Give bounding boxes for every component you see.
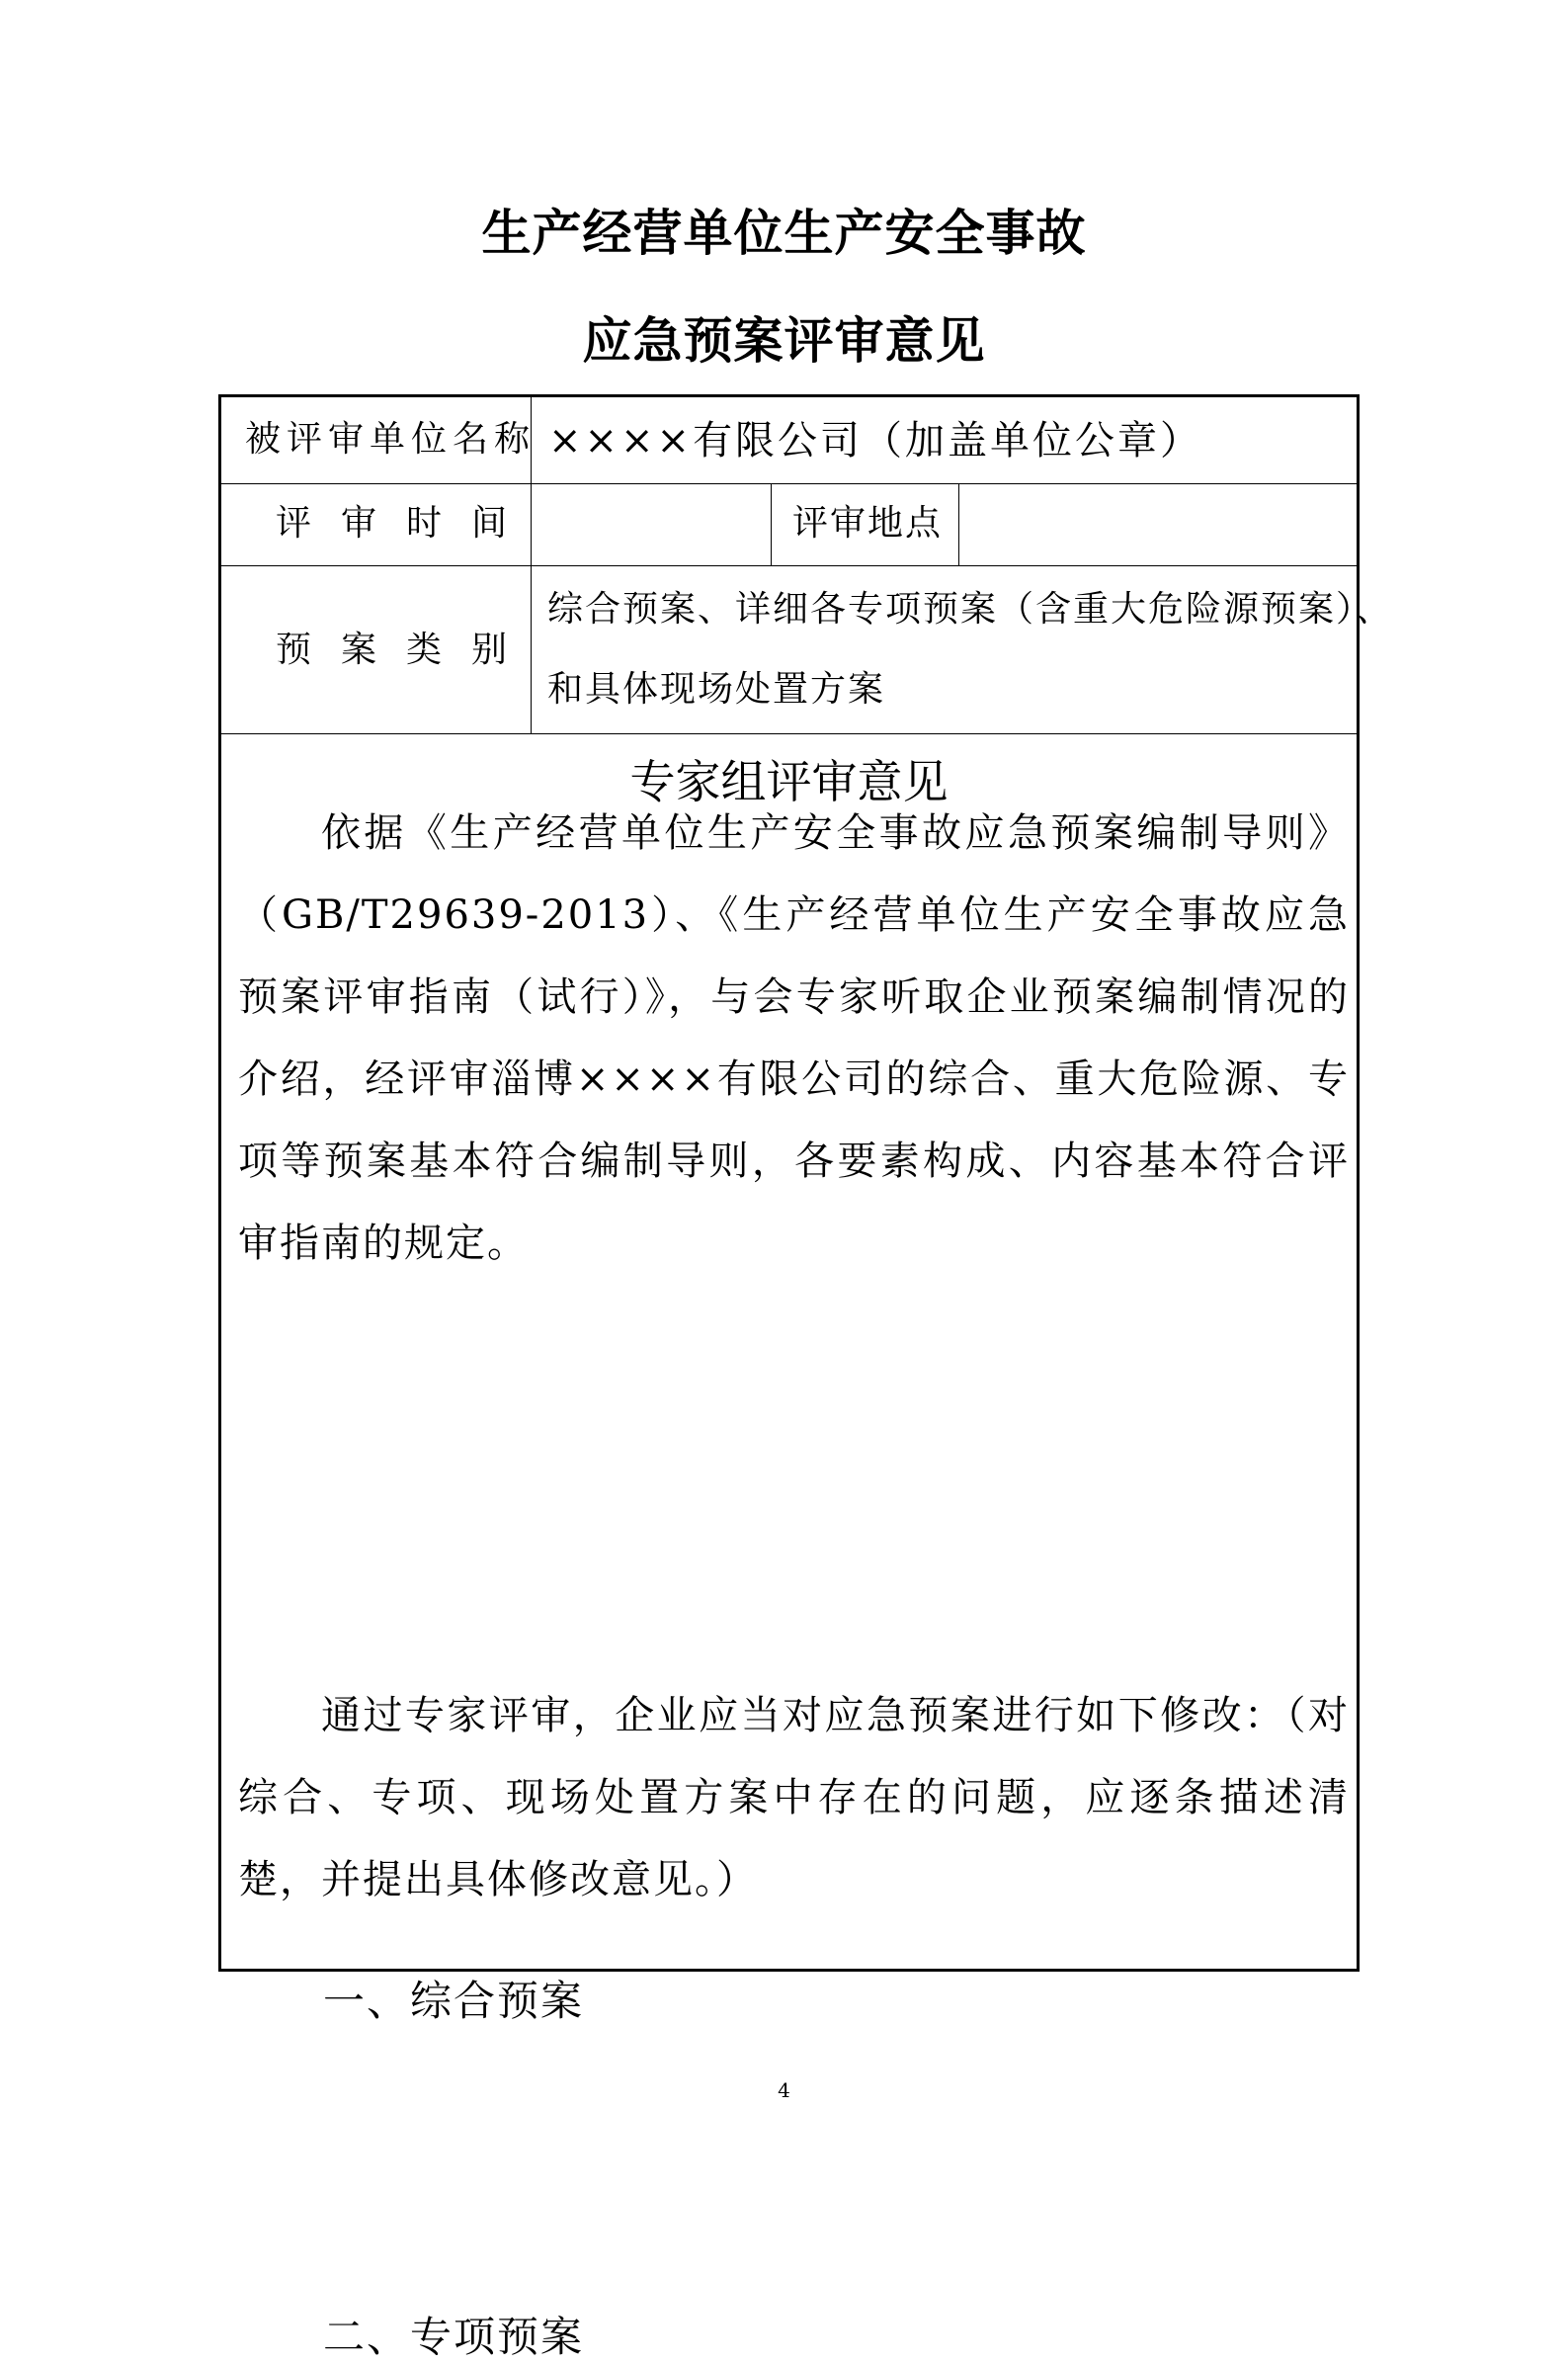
unit-name-value: ××××有限公司（加盖单位公章） (548, 418, 1203, 464)
column-divider (958, 483, 959, 565)
review-place-label: 评审地点 (792, 503, 944, 544)
row-divider (221, 483, 1357, 484)
opinion-paragraph-2: 通过专家评审，企业应当对应急预案进行如下修改：（对综合、专项、现场处置方案中存在的问题，应逐条描述清楚，并提出具体修改意见。） (238, 1693, 1350, 1902)
opinion-paragraph-1: 依据《生产经营单位生产安全事故应急预案编制导则》（GB/T29639-2013）、《生产经营单位生产安全事故应急预案评审指南（试行）》，与会专家听取企业预案编制情况的介绍，经评审淄博××××有限公司的综合、重大危险源、专项等预案基本符合编制导则，各要素构成、内容基本符合评审指南的规定。 (238, 810, 1350, 1266)
page-number: 4 (778, 2078, 790, 2102)
plan-type-label: 预案类别 (276, 630, 537, 670)
document-title-line-2: 应急预案评审意见 (582, 311, 986, 370)
section-comprehensive-plan: 一、综合预案 (323, 1977, 585, 2025)
review-time-label: 评审时间 (276, 503, 537, 544)
row-divider (221, 565, 1357, 566)
review-form-table (218, 394, 1394, 2361)
column-divider (771, 483, 772, 565)
unit-name-label: 被评审单位名称 (245, 419, 536, 460)
row-divider (221, 733, 1357, 734)
expert-opinion-heading: 专家组评审意见 (629, 755, 949, 808)
plan-type-line-1: 综合预案、详细各专项预案（含重大危险源预案）、 (547, 589, 1394, 630)
document-title-line-1: 生产经营单位生产安全事故 (481, 204, 1087, 262)
plan-type-line-2: 和具体现场处置方案 (547, 669, 886, 710)
section-special-plan: 二、专项预案 (323, 2313, 585, 2361)
